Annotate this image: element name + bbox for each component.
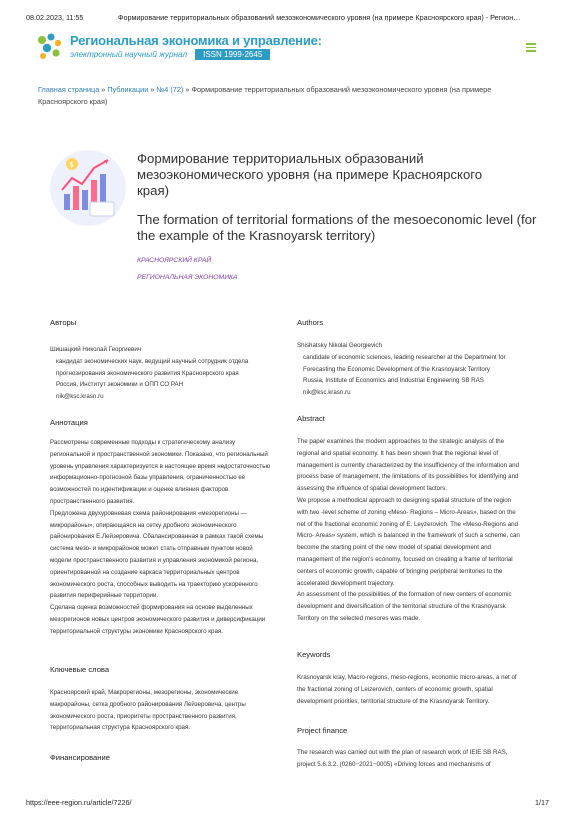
ru-author-name: Шишацкий Николай Георгиевич bbox=[50, 346, 142, 353]
en-abstract-line: assessing the influence of spatial development factors. bbox=[297, 485, 447, 493]
ru-abstract-line: территориальной структуры экономики Красноярского края. bbox=[50, 627, 223, 635]
article-title-en: The formation of territorial formations of the mesoeconomic level (for the example of the Krasnoyarsk territory) bbox=[137, 212, 537, 243]
ru-abstract-heading-wrap bbox=[50, 417, 274, 429]
ru-abstract-line: Сделана оценка возможностей формирования на основе выделенных bbox=[50, 604, 253, 612]
en-abstract-line: management is currently characterized by the insufficiency of the information and bbox=[297, 461, 520, 469]
ru-abstract-line: модели пространственного развития и управления экономикой региона, bbox=[50, 556, 259, 564]
print-datetime: 08.02.2023, 11:55 bbox=[26, 13, 84, 22]
svg-text:$: $ bbox=[69, 160, 75, 169]
en-abstract-line: accelerated development trajectory. bbox=[297, 579, 395, 587]
ru-abstract-line: информационно-прогнозной базы управления, ограниченностью её bbox=[50, 474, 246, 482]
en-authors-heading-wrap bbox=[297, 317, 533, 329]
en-keywords-heading: Keywords bbox=[297, 650, 331, 659]
en-author-line: Russia, Institute of Economics and Industrial Engineering SB RAS bbox=[303, 377, 484, 385]
print-header bbox=[26, 13, 561, 22]
en-abstract-line: An assessment of the possibilities of the formation of new centers of economic bbox=[297, 591, 512, 599]
ru-abstract bbox=[50, 437, 274, 638]
ru-keywords-heading-wrap bbox=[50, 664, 274, 676]
en-finance-line: The research was carried out with the plan of research work of IEIE SB RAS, bbox=[297, 749, 508, 756]
breadcrumb-home-link[interactable]: Главная страница bbox=[38, 85, 100, 94]
print-footer bbox=[26, 798, 549, 807]
site-title: Региональная экономика и управление: bbox=[70, 33, 322, 48]
en-abstract-line: process base of management, the limitations of its possibilities for identifying and bbox=[297, 473, 519, 481]
ru-keywords-line: экономического роста, приоритеты пространственного развития, bbox=[50, 712, 237, 720]
en-author-name: Shishatsky Nikolai Georgievich bbox=[297, 342, 382, 349]
ru-keywords-line: Красноярский край, Макрорегионы, мезорегионы, экономические bbox=[50, 689, 239, 696]
en-authors-heading: Authors bbox=[297, 318, 324, 327]
en-abstract-heading: Abstract bbox=[297, 414, 325, 423]
ru-abstract-line: экономического роста, способных выводить на траекторию ускоренного bbox=[50, 580, 258, 588]
hamburger-menu-icon[interactable] bbox=[526, 43, 536, 51]
en-keywords-line: Krasnoyarsk kray, Macro-regions, meso-regions, economic micro-areas, a net of bbox=[297, 674, 517, 681]
breadcrumb-publications-link[interactable]: Публикации bbox=[107, 85, 149, 94]
en-finance-line: project 5.6.3.2. (0260−2021−0005) «Driving forces and mechanisms of bbox=[297, 760, 491, 768]
ru-author-block bbox=[50, 344, 274, 403]
ru-finance-heading-wrap bbox=[50, 752, 274, 764]
ru-abstract-line: ориентированной на создание каркаса территориальных центров bbox=[50, 568, 240, 576]
en-abstract-line: centers of economic growth, capable of bringing peripheral territories to the bbox=[297, 567, 503, 575]
ru-abstract-line: микрорайоны», опирающаяся на сетку дробного экономического bbox=[50, 521, 237, 529]
ru-abstract-line: Рассмотрены современные подходы к стратегическому анализу bbox=[50, 439, 236, 446]
en-abstract-line: Micro- Areas» system, which is balanced in the framework of such a scheme, can bbox=[297, 532, 520, 540]
en-abstract-line: net of the fractional economic zoning of E. Leyzerovich. The «Meso-Regions and bbox=[297, 520, 519, 528]
site-header bbox=[26, 28, 554, 70]
breadcrumb-current: Формирование территориальных образований мезоэкономического уровня (на примере Красноярского края) bbox=[38, 85, 492, 106]
en-finance-heading: Project finance bbox=[297, 726, 348, 735]
en-abstract-heading-wrap bbox=[297, 413, 533, 425]
ru-keywords bbox=[50, 687, 274, 734]
breadcrumb-separator: » bbox=[101, 85, 106, 94]
ru-abstract-line: районирования Е.Лейзеровича. Сбалансированная в рамках такой схемы bbox=[50, 533, 264, 541]
en-author-line: candidate of economic sciences, leading researcher at the Department for bbox=[303, 353, 506, 361]
en-abstract-line: become the starting point of the new model of spatial development and bbox=[297, 544, 491, 552]
breadcrumb bbox=[38, 84, 528, 107]
tag-regional-economy[interactable]: РЕГИОНАЛЬНАЯ ЭКОНОМИКА bbox=[137, 274, 238, 281]
brand[interactable] bbox=[70, 33, 322, 60]
ru-author-email[interactable]: nik@ksc.krasn.ru bbox=[56, 393, 104, 401]
en-author-email[interactable]: nik@ksc.krasn.ru bbox=[303, 389, 351, 397]
ru-keywords-heading: Ключевые слова bbox=[50, 665, 110, 674]
ru-abstract-line: система мезо- и микрорайонов может стать отправным пунктом новой bbox=[50, 545, 253, 553]
en-keywords bbox=[297, 672, 533, 707]
ru-author-line: кандидат экономических наук, ведущий научный сотрудник отдела bbox=[56, 357, 249, 365]
en-abstract-line: management of the region's economy, focused on creating a frame of territorial bbox=[297, 555, 513, 563]
en-abstract bbox=[297, 436, 533, 625]
ru-abstract-line: мезорегионов новых центров экономического развития и диверсификации bbox=[50, 615, 266, 623]
ru-abstract-line: пространственного развития. bbox=[50, 497, 135, 505]
ru-abstract-line: региональной и пространственной экономики. Показано, что региональный bbox=[50, 450, 268, 458]
en-abstract-line: regional and spatial economy. It has been shown that the regional level of bbox=[297, 449, 499, 457]
ru-keywords-line: макрорайоны, сетка дробного районирования Лейзеровича, центры bbox=[50, 700, 246, 708]
ru-abstract-line: возможностей по идентификации и оценке влияния факторов bbox=[50, 486, 229, 494]
breadcrumb-issue-link[interactable]: №4 (72) bbox=[156, 85, 184, 94]
en-abstract-line: Territory on the selected mesores was made. bbox=[297, 614, 421, 622]
en-author-line: Forecasting the Economic Development of the Krasnoyarsk Territory bbox=[303, 365, 490, 373]
article-title-ru: Формирование территориальных образований мезоэкономического уровня (на примере Красноярского края) bbox=[137, 151, 483, 198]
ru-abstract-line: уровень управления характеризуется в настоящее время недостаточностью bbox=[50, 462, 271, 470]
ru-authors-heading: Авторы bbox=[50, 318, 77, 327]
tag-krasnoyarsk[interactable]: КРАСНОЯРСКИЙ КРАЙ bbox=[137, 257, 212, 264]
journal-logo-icon[interactable] bbox=[36, 32, 64, 62]
en-abstract-line: with two -level scheme of zoning «Meso- Regions – Micro-Areas», based on the bbox=[297, 508, 516, 516]
print-url: https://eee-region.ru/article/7226/ bbox=[26, 798, 132, 807]
breadcrumb-separator: » bbox=[150, 85, 155, 94]
ru-author-line: прогнозирования экономического развития Красноярского края bbox=[56, 369, 239, 377]
ru-finance-heading: Финансирование bbox=[50, 753, 110, 762]
article-illustration bbox=[50, 150, 126, 226]
en-abstract-line: development and diversification of the territorial structure of the Krasnoyarsk bbox=[297, 603, 506, 611]
en-keywords-line: development priorities, territorial structure of the Krasnoyarsk Territory. bbox=[297, 697, 490, 705]
ru-abstract-line: развития периферийные территории. bbox=[50, 592, 159, 600]
print-page-count: 1/17 bbox=[535, 798, 549, 807]
breadcrumb-separator: » bbox=[185, 85, 190, 94]
ru-abstract-line: Предложена двухуровневая схема районирования «мезорегионы — bbox=[50, 509, 247, 517]
en-finance-heading-wrap bbox=[297, 725, 533, 737]
en-keywords-heading-wrap bbox=[297, 649, 533, 661]
en-abstract-line: We propose a methodical approach to designing spatial structure of the region bbox=[297, 496, 512, 504]
issn-badge: ISSN 1999-2645 bbox=[195, 49, 270, 60]
en-abstract-line: The paper examines the modern approaches to the strategic analysis of the bbox=[297, 438, 505, 445]
ru-abstract-heading: Аннотация bbox=[50, 418, 88, 427]
ru-keywords-line: территориальная структура Красноярского края. bbox=[50, 724, 191, 732]
ru-column bbox=[50, 317, 274, 329]
ru-author-line: Россия, Институт экономики и ОПП СО РАН bbox=[56, 381, 184, 389]
en-keywords-line: the fractional zoning of Leizerovich, centers of economic growth, spatial bbox=[297, 685, 493, 693]
en-finance bbox=[297, 747, 533, 771]
print-page-title: Формирование территориальных образований мезоэкономического уровня (на примере Красноярского края) - Регион… bbox=[118, 13, 521, 22]
site-subtitle: электронный научный журнал bbox=[70, 50, 188, 59]
en-author-block bbox=[297, 340, 533, 399]
